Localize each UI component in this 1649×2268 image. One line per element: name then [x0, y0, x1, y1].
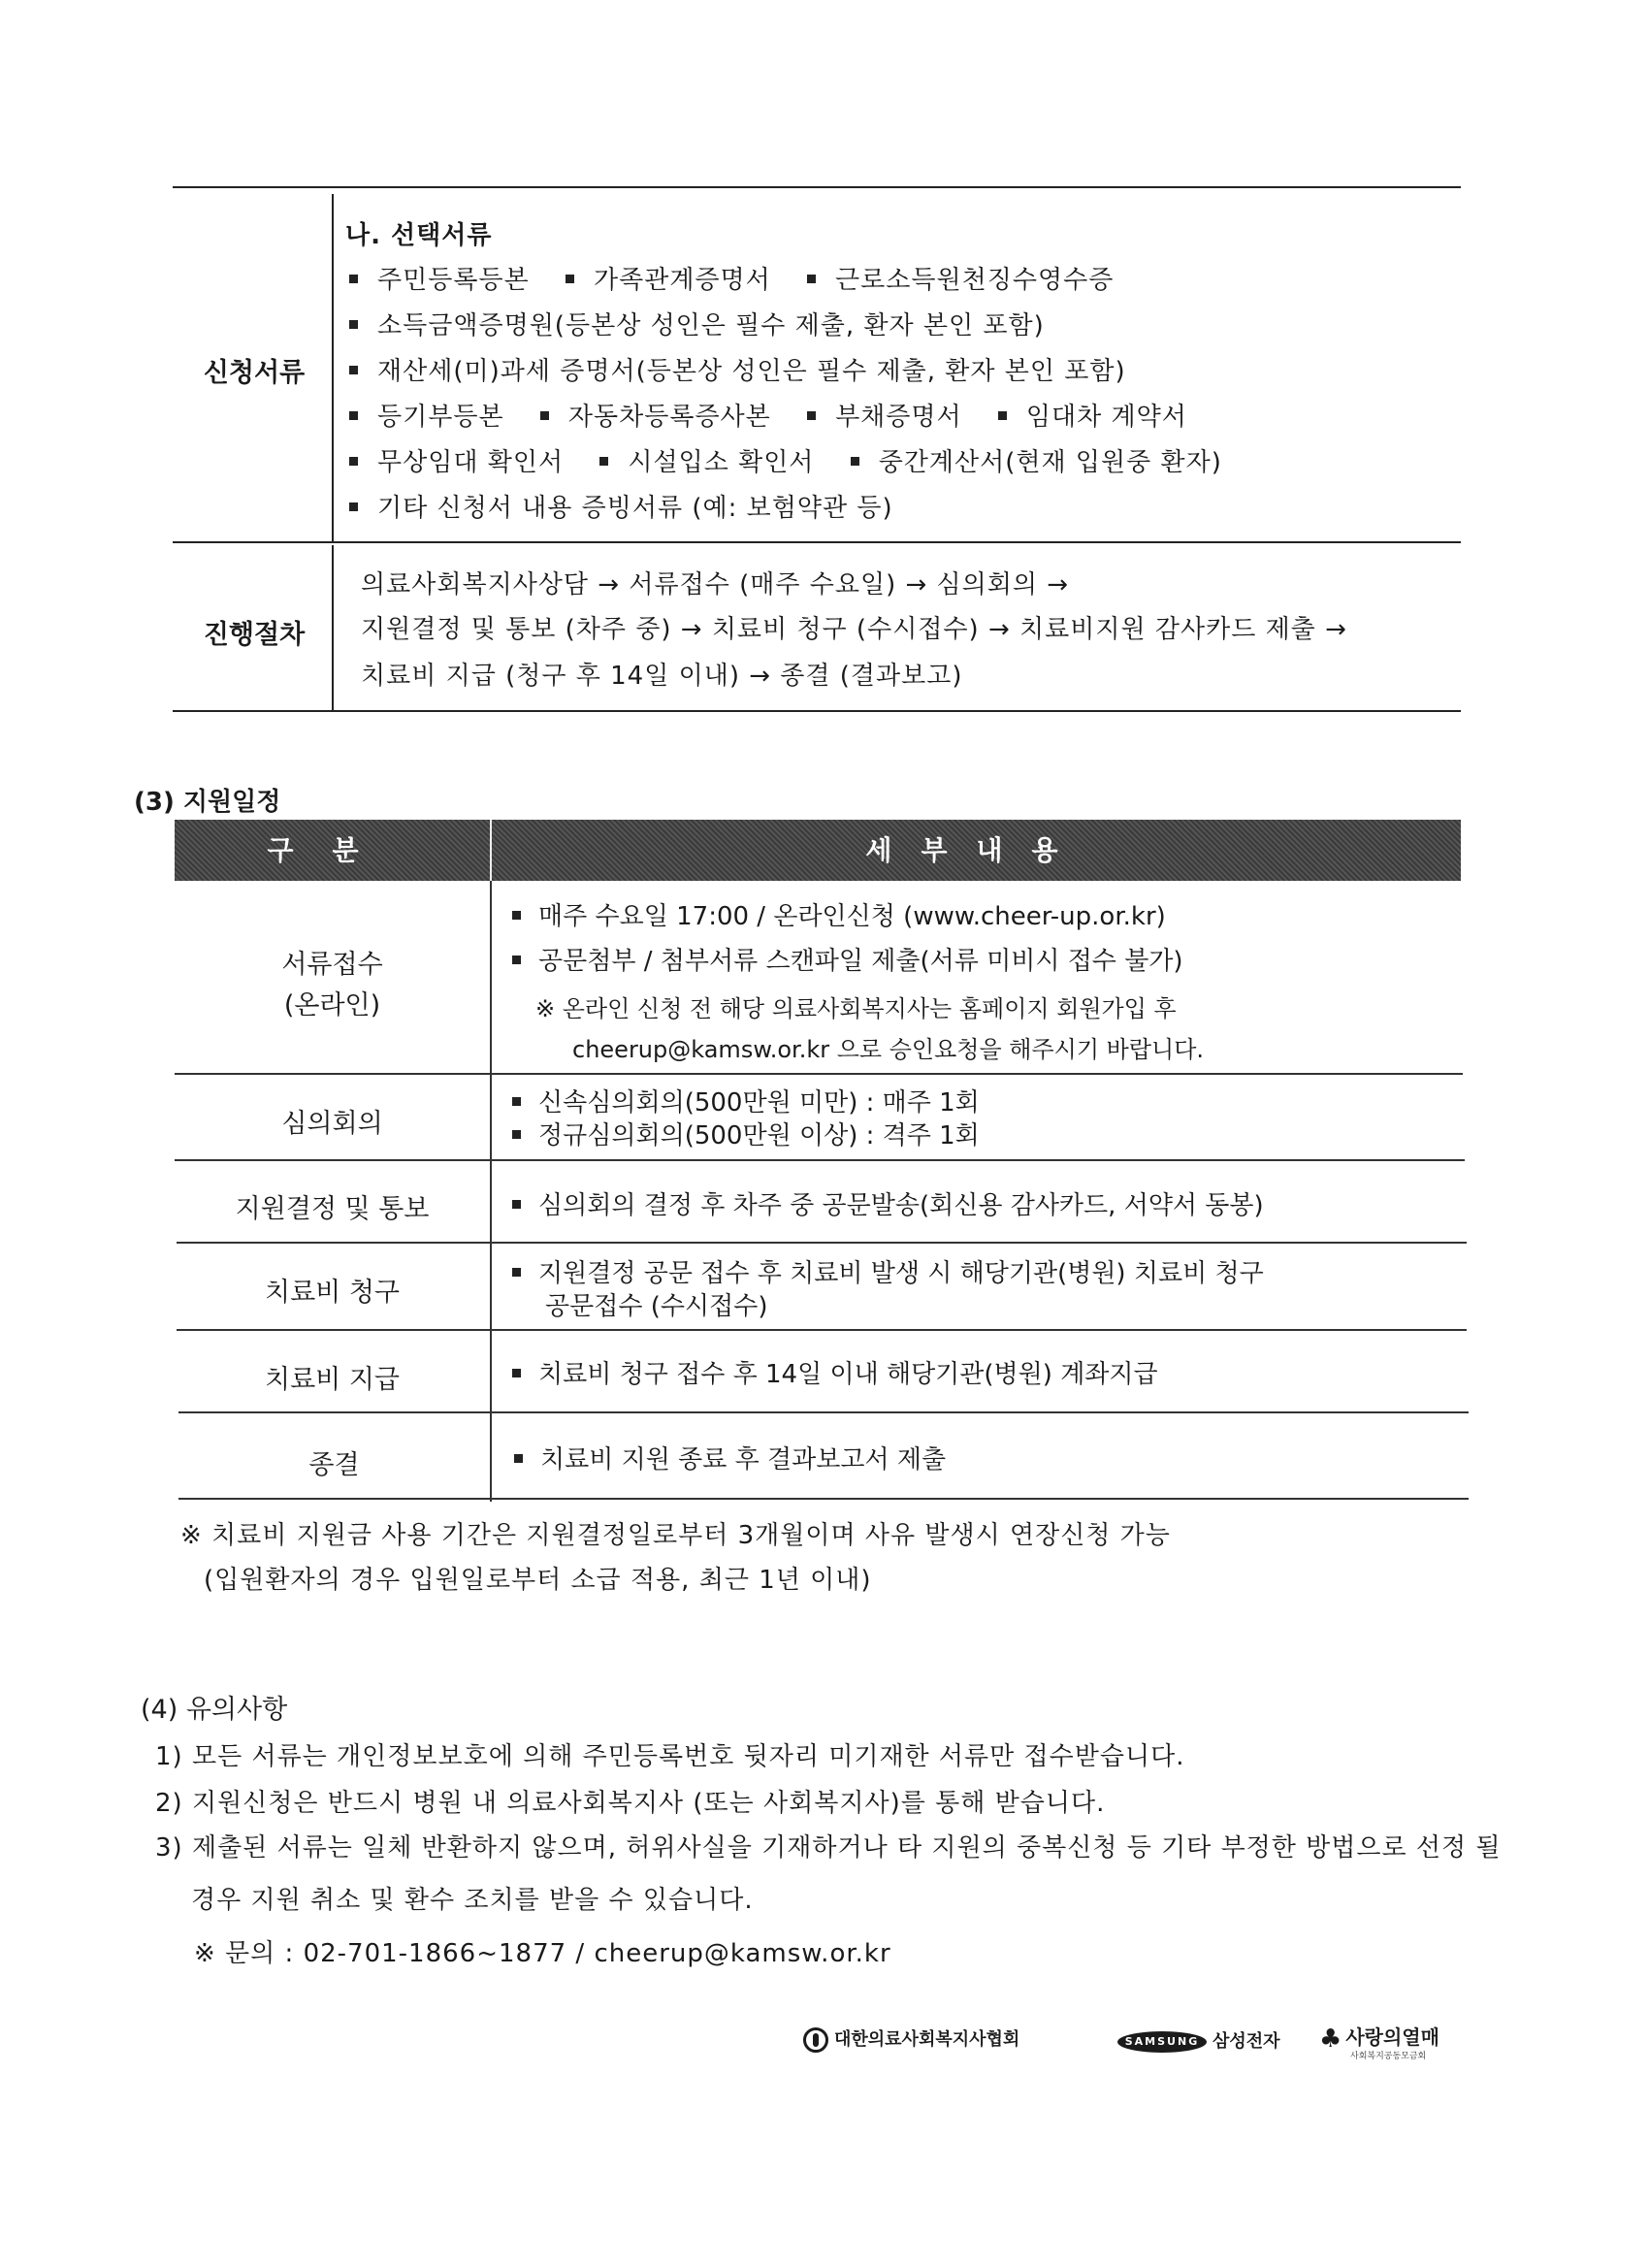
- bullet-icon: [512, 1200, 521, 1209]
- procedure-label: 진행절차: [203, 620, 306, 650]
- samsung-oval-icon: SAMSUNG: [1117, 2031, 1207, 2053]
- caution-item-1: 1) 모든 서류는 개인정보보호에 의해 주민등록번호 뒷자리 미기재한 서류만 접수받습니다.: [155, 1742, 1185, 1771]
- row-label: 서류접수: [281, 950, 383, 980]
- bullet-icon: [566, 275, 574, 283]
- bullet-icon: [512, 1130, 521, 1139]
- bullet-icon: [512, 911, 521, 920]
- schedule-footnote-2: (입원환자의 경우 입원일로부터 소급 적용, 최근 1년 이내): [204, 1566, 872, 1595]
- bullet-icon: [599, 457, 608, 466]
- schedule-col-divider: [490, 881, 492, 1502]
- bullet-icon: [998, 411, 1007, 420]
- procedure-line-3: 치료비 지급 (청구 후 14일 이내) → 종결 (결과보고): [361, 662, 963, 691]
- table-top-rule: [173, 186, 1461, 188]
- row-bullet: 치료비 지원 종료 후 결과보고서 제출: [510, 1443, 946, 1476]
- bullet-icon: [851, 457, 859, 466]
- row-label: 치료비 청구: [265, 1278, 400, 1308]
- caution-item-2: 2) 지원신청은 반드시 병원 내 의료사회복지사 (또는 사회복지사)를 통해 받습니다.: [155, 1789, 1106, 1818]
- row-note: cheerup@kamsw.or.kr 으로 승인요청을 해주시기 바랍니다.: [572, 1036, 1205, 1063]
- row-rule: [175, 1159, 1465, 1161]
- caution-item-3: 3) 제출된 서류는 일체 반환하지 않으며, 허위사실을 기재하거나 타 지원의 중복신청 등 기타 부정한 방법으로 선정 될: [155, 1833, 1502, 1863]
- bullet-icon: [349, 366, 358, 374]
- row-label: 심의회의: [281, 1109, 383, 1139]
- row-label: 종결: [308, 1450, 360, 1480]
- row-label-sub: (온라인): [283, 990, 381, 1021]
- kamsw-logo: 대한의료사회복지사협회: [803, 2025, 1019, 2053]
- row-rule: [177, 1242, 1467, 1244]
- optional-docs-line-1: 주민등록등본 가족관계증명서 근로소득원천징수영수증: [345, 260, 1114, 296]
- row-rule: [178, 1498, 1469, 1500]
- optional-docs-line-2: 소득금액증명원(등본상 성인은 필수 제출, 환자 본인 포함): [345, 306, 1045, 341]
- row-bullet: 신속심의회의(500만원 미만) : 매주 1회: [508, 1086, 980, 1119]
- row-label: 치료비 지급: [265, 1365, 400, 1395]
- row-bullet: 공문첨부 / 첨부서류 스캔파일 제출(서류 미비시 접수 불가): [508, 945, 1183, 978]
- bullet-icon: [512, 1369, 521, 1377]
- bullet-icon: [807, 275, 816, 283]
- bullet-icon: [349, 457, 358, 466]
- row-rule: [175, 1073, 1463, 1075]
- table-col-divider: [332, 194, 334, 541]
- optional-docs-line-5: 무상임대 확인서 시설입소 확인서 중간계산서(현재 입원중 환자): [345, 442, 1222, 478]
- row-bullet-cont: 공문접수 (수시접수): [545, 1292, 768, 1321]
- table-mid-rule: [173, 541, 1461, 543]
- table-bottom-rule: [173, 710, 1461, 712]
- fruit-emblem-icon: ♣: [1319, 2024, 1342, 2054]
- contact-info: ※ 문의 : 02-701-1866~1877 / cheerup@kamsw.or.kr: [194, 1939, 891, 1968]
- optional-docs-line-4: 등기부등본 자동차등록증사본 부채증명서 임대차 계약서: [345, 397, 1187, 433]
- kamsw-emblem-icon: [803, 2027, 828, 2053]
- table-col-divider-2: [332, 545, 334, 710]
- bullet-icon: [512, 956, 521, 964]
- samsung-logo: SAMSUNG 삼성전자: [1117, 2027, 1280, 2053]
- bullet-icon: [514, 1454, 523, 1463]
- row-bullet: 심의회의 결정 후 차주 중 공문발송(회신용 감사카드, 서약서 동봉): [508, 1189, 1264, 1222]
- row-bullet: 매주 수요일 17:00 / 온라인신청 (www.cheer-up.or.kr): [508, 900, 1166, 933]
- row-bullet: 지원결정 공문 접수 후 치료비 발생 시 해당기관(병원) 치료비 청구: [508, 1257, 1264, 1290]
- schedule-table-header: [175, 820, 1461, 881]
- schedule-section-title: (3) 지원일정: [134, 788, 281, 817]
- row-label: 지원결정 및 통보: [235, 1194, 430, 1224]
- row-bullet: 치료비 청구 접수 후 14일 이내 해당기관(병원) 계좌지급: [508, 1358, 1158, 1391]
- caution-item-3-cont: 경우 지원 취소 및 환수 조치를 받을 수 있습니다.: [191, 1886, 754, 1915]
- bullet-icon: [512, 1097, 521, 1106]
- bullet-icon: [349, 275, 358, 283]
- bullet-icon: [349, 502, 358, 511]
- header-category: 구분: [267, 834, 398, 866]
- cautions-section-title: (4) 유의사항: [141, 1695, 288, 1725]
- fruit-logo: ♣ 사랑의열매: [1319, 2024, 1439, 2054]
- procedure-line-2: 지원결정 및 통보 (차주 중) → 치료비 청구 (수시접수) → 치료비지원 감사카드 제출 →: [361, 615, 1347, 644]
- bullet-icon: [349, 320, 358, 329]
- header-details: 세부내용: [865, 834, 1087, 866]
- fruit-logo-sub: 사회복지공동모금회: [1350, 2052, 1427, 2061]
- row-bullet: 정규심의회의(500만원 이상) : 격주 1회: [508, 1119, 980, 1152]
- procedure-line-1: 의료사회복지사상담 → 서류접수 (매주 수요일) → 심의회의 →: [361, 570, 1070, 599]
- docs-label: 신청서류: [203, 358, 306, 388]
- bullet-icon: [512, 1268, 521, 1277]
- schedule-footnote-1: ※ 치료비 지원금 사용 기간은 지원결정일로부터 3개월이며 사유 발생시 연장신청 가능: [180, 1521, 1171, 1550]
- bullet-icon: [349, 411, 358, 420]
- bullet-icon: [807, 411, 816, 420]
- row-note: ※ 온라인 신청 전 해당 의료사회복지사는 홈페이지 회원가입 후: [535, 995, 1177, 1022]
- optional-docs-line-3: 재산세(미)과세 증명서(등본상 성인은 필수 제출, 환자 본인 포함): [345, 351, 1126, 387]
- optional-docs-line-6: 기타 신청서 내용 증빙서류 (예: 보험약관 등): [345, 488, 893, 524]
- optional-docs-title: 나. 선택서류: [345, 221, 493, 250]
- bullet-icon: [540, 411, 549, 420]
- row-rule: [177, 1329, 1467, 1331]
- row-rule: [178, 1411, 1469, 1413]
